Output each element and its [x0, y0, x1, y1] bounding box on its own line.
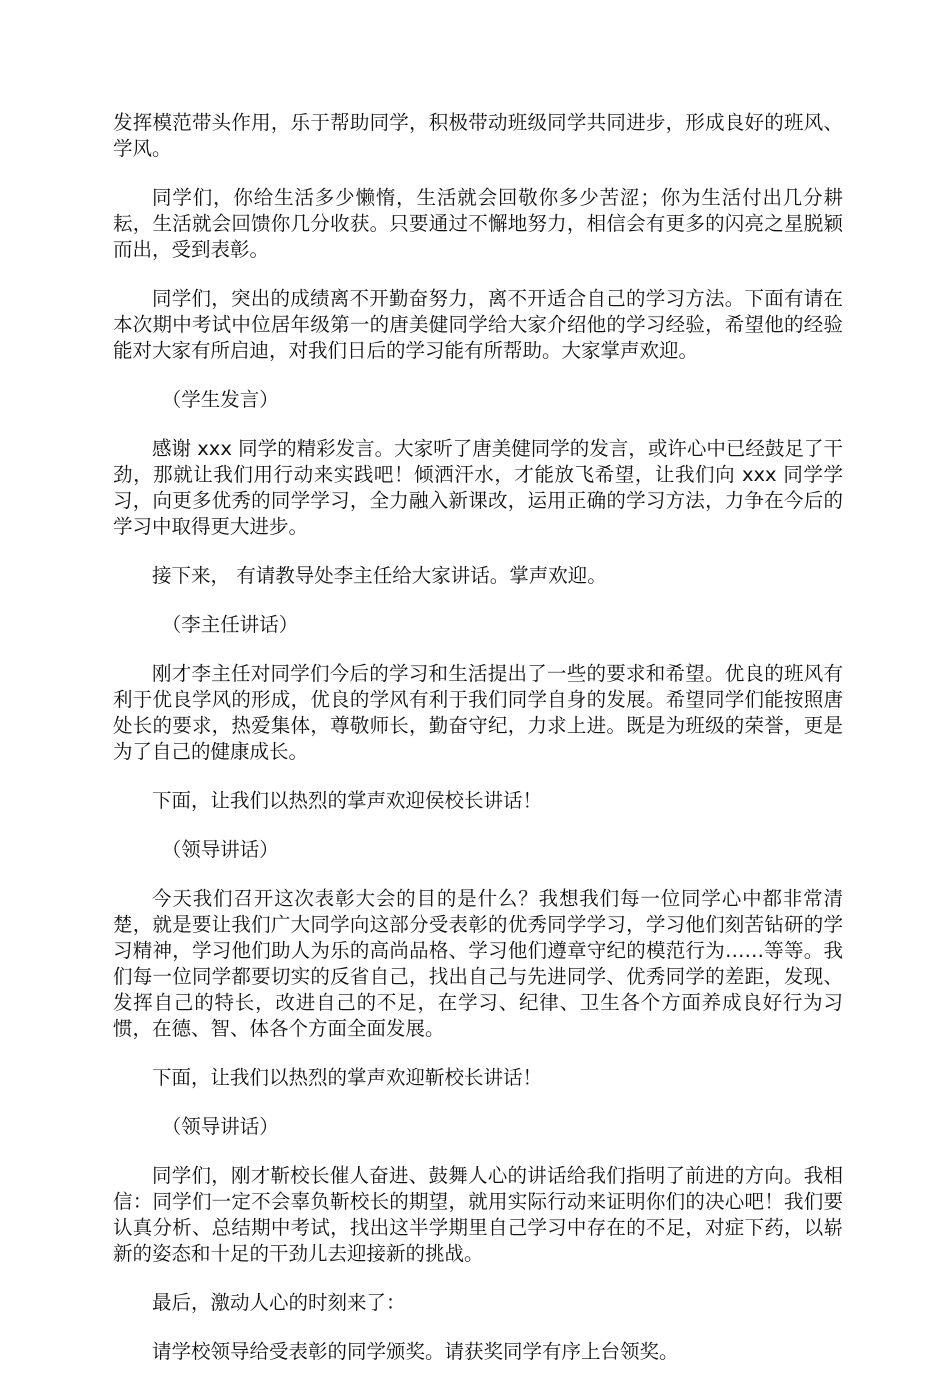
paragraph: 最后，激动人心的时刻来了：	[152, 1291, 406, 1314]
document-body	[113, 110, 843, 1388]
paragraph: 今天我们召开这次表彰大会的目的是什么？我想我们每一位同学心中都非常清楚，就是要让我们广大同学向这部分受表彰的优秀同学学习，学习他们刻苦钻研的学习精神，学习他们助人为乐的高尚品格、学习他们遵章守纪的模范行为……等等。我们每一位同学都要切实的反省自己，找出自己与先进同学、优秀同学的差距，发现、发挥自己的特长，改进自己的不足，在学习、纪律、卫生各个方面养成良好行为习惯，在德、智、体各个方面全面发展。	[113, 887, 843, 1040]
stage-direction: （领导讲话）	[161, 1115, 279, 1138]
paragraph: 同学们，你给生活多少懒惰，生活就会回敬你多少苦涩；你为生活付出几分耕耘，生活就会回馈你几分收获。只要通过不懈地努力，相信会有更多的闪亮之星脱颖而出，受到表彰。	[113, 186, 843, 261]
paragraph: 接下来， 有请教导处李主任给大家讲话。掌声欢迎。	[152, 564, 607, 587]
paragraph: 下面，让我们以热烈的掌声欢迎侯校长讲话！	[152, 789, 543, 812]
paragraph: 下面，让我们以热烈的掌声欢迎靳校长讲话！	[152, 1066, 543, 1089]
paragraph: 感谢 xxx 同学的精彩发言。大家听了唐美健同学的发言，或许心中已经鼓足了干劲，那就让我们用行动来实践吧！倾洒汗水，才能放飞希望，让我们向 xxx 同学学习，向更多优秀的同学学习，全力融入新课改，运用正确的学习方法，力争在今后的学习中取得更大进步。	[113, 437, 843, 538]
stage-direction: （李主任讲话）	[161, 613, 299, 636]
paragraph: 发挥模范带头作用，乐于帮助同学，积极带动班级同学共同进步，形成良好的班风、学风。	[113, 111, 843, 160]
stage-direction: （领导讲话）	[161, 838, 279, 861]
paragraph: 请学校领导给受表彰的同学颁奖。请获奖同学有序上台领奖。	[152, 1340, 679, 1363]
paragraph: 同学们，突出的成绩离不开勤奋努力，离不开适合自己的学习方法。下面有请在本次期中考试中位居年级第一的唐美健同学给大家介绍他的学习经验，希望他的经验能对大家有所启迪，对我们日后的学习能有所帮助。大家掌声欢迎。	[113, 287, 843, 362]
paragraph: 同学们，刚才靳校长催人奋进、鼓舞人心的讲话给我们指明了前进的方向。我相信：同学们一定不会辜负靳校长的期望，就用实际行动来证明你们的决心吧！我们要认真分析、总结期中考试，找出这半学期里自己学习中存在的不足，对症下药，以崭新的姿态和十足的干劲儿去迎接新的挑战。	[113, 1164, 843, 1265]
stage-direction: （学生发言）	[161, 388, 279, 411]
paragraph: 刚才李主任对同学们今后的学习和生活提出了一些的要求和希望。优良的班风有利于优良学风的形成，优良的学风有利于我们同学自身的发展。希望同学们能按照唐处长的要求，热爱集体，尊敬师长，勤奋守纪，力求上进。既是为班级的荣誉，更是为了自己的健康成长。	[113, 662, 843, 763]
